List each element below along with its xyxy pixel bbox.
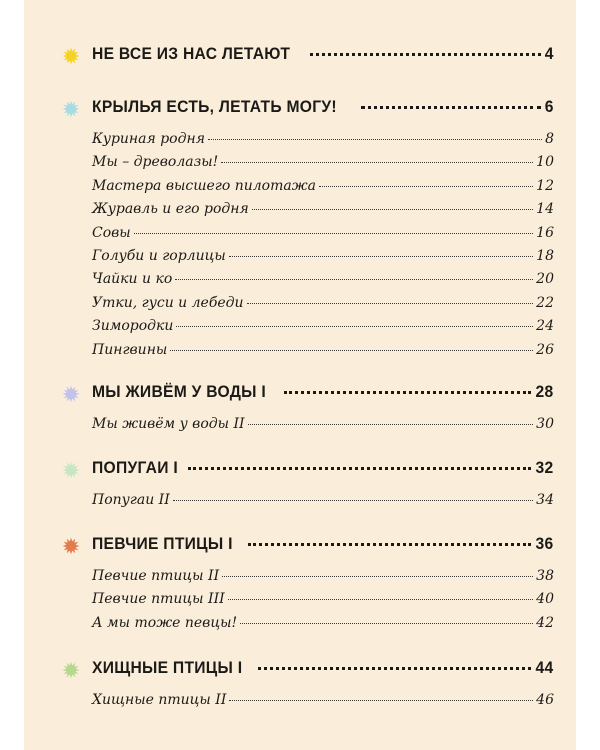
toc-section[interactable]: [92, 534, 554, 554]
toc-section[interactable]: [92, 382, 554, 402]
toc-item-title: Пингвины: [92, 341, 168, 358]
orange-star-icon: [62, 537, 80, 555]
toc-item-title: Попугаи II: [92, 492, 170, 508]
dot-leader: [170, 350, 533, 351]
toc-section-page-number: 36: [536, 534, 554, 553]
toc-item-title: Мы – древолазы!: [92, 154, 219, 171]
yellow-star-icon: [62, 47, 80, 65]
dot-leader: [319, 186, 533, 187]
toc-section-page-number: 44: [536, 658, 554, 677]
dot-leader: [252, 209, 533, 210]
toc-item-title: Голуби и горлицы: [92, 248, 226, 264]
dot-leader: [240, 623, 533, 624]
toc-item-title: Зимородки: [92, 318, 174, 335]
toc-item[interactable]: [92, 248, 554, 264]
toc-item[interactable]: [92, 416, 554, 432]
toc-section-title: НЕ ВСЕ ИЗ НАС ЛЕТАЮТ: [92, 44, 291, 63]
toc-item-title: Певчие птицы II: [92, 568, 220, 584]
toc-section[interactable]: [92, 44, 554, 64]
dot-leader: [248, 543, 532, 546]
toc-item-title: Чайки и ко: [92, 271, 173, 288]
toc-item-page-number: 30: [536, 416, 554, 432]
toc-section-title: КРЫЛЬЯ ЕСТЬ, ЛЕТАТЬ МОГУ!: [92, 97, 337, 116]
toc-item[interactable]: [92, 342, 554, 358]
toc-item-title: Мы живём у воды II: [92, 416, 245, 432]
book-page: [24, 0, 576, 750]
dot-leader: [228, 599, 534, 600]
toc-item[interactable]: [92, 271, 554, 287]
toc-item-page-number: 46: [536, 692, 554, 708]
toc-item-title: Совы: [92, 224, 131, 241]
dot-leader: [134, 233, 533, 234]
toc-item[interactable]: [92, 295, 554, 311]
dot-leader: [258, 667, 531, 670]
dot-leader: [175, 279, 533, 280]
toc-section[interactable]: [92, 658, 554, 678]
toc-section-page-number: 4: [545, 44, 554, 63]
mint-star-icon: [62, 461, 80, 479]
toc-item-title: Хищные птицы II: [92, 692, 227, 708]
dot-leader: [247, 303, 534, 304]
toc-item-title: Куриная родня: [92, 131, 205, 147]
toc-item[interactable]: [92, 615, 554, 631]
toc-item-title: Певчие птицы III: [92, 591, 225, 608]
toc-item-page-number: 26: [536, 341, 554, 358]
toc-item-page-number: 12: [536, 177, 554, 194]
dot-leader: [208, 139, 542, 140]
dot-leader: [361, 106, 541, 109]
toc-item-page-number: 20: [536, 271, 554, 288]
toc-item-title: Журавль и его родня: [92, 201, 249, 218]
toc-item[interactable]: [92, 154, 554, 170]
toc-item[interactable]: [92, 568, 554, 584]
toc-item-page-number: 18: [536, 248, 554, 264]
toc-item-title: А мы тоже певцы!: [92, 614, 238, 631]
dot-leader: [188, 467, 531, 470]
toc-section[interactable]: [92, 458, 554, 478]
toc-item[interactable]: [92, 591, 554, 607]
toc-item-title: Утки, гуси и лебеди: [92, 294, 244, 311]
toc-item-page-number: 34: [536, 492, 554, 508]
toc-item-page-number: 42: [536, 614, 554, 631]
toc-item-page-number: 8: [545, 131, 554, 147]
toc-section[interactable]: [92, 97, 554, 117]
dot-leader: [173, 500, 533, 501]
toc-item-page-number: 40: [536, 591, 554, 608]
toc-item-page-number: 22: [536, 294, 554, 311]
toc-item[interactable]: [92, 692, 554, 708]
toc-section-page-number: 28: [536, 382, 554, 401]
toc-section-title: ПОПУГАИ I: [92, 458, 178, 477]
toc-item-page-number: 38: [536, 568, 554, 584]
toc-item-page-number: 24: [536, 318, 554, 335]
toc-section-title: ХИЩНЫЕ ПТИЦЫ I: [92, 658, 243, 677]
toc-item-page-number: 14: [536, 201, 554, 218]
dot-leader: [284, 391, 531, 394]
toc-item[interactable]: [92, 131, 554, 147]
toc-item-title: Мастера высшего пилотажа: [92, 177, 316, 194]
toc-item[interactable]: [92, 492, 554, 508]
toc-item[interactable]: [92, 178, 554, 194]
toc-item[interactable]: [92, 225, 554, 241]
toc-section-page-number: 32: [536, 458, 554, 477]
toc-item[interactable]: [92, 318, 554, 334]
toc-section-title: МЫ ЖИВЁМ У ВОДЫ I: [92, 382, 266, 401]
dot-leader: [310, 53, 541, 56]
toc-item-page-number: 16: [536, 224, 554, 241]
dot-leader: [248, 424, 534, 425]
dot-leader: [229, 256, 533, 257]
toc-section-page-number: 6: [545, 97, 554, 116]
dot-leader: [221, 162, 533, 163]
green-star-icon: [62, 661, 80, 679]
lavender-star-icon: [62, 385, 80, 403]
toc-item[interactable]: [92, 201, 554, 217]
dot-leader: [229, 700, 533, 701]
dot-leader: [222, 576, 533, 577]
toc-section-title: ПЕВЧИЕ ПТИЦЫ I: [92, 534, 233, 553]
toc-item-page-number: 10: [536, 154, 554, 171]
light-blue-star-icon: [62, 100, 80, 118]
dot-leader: [176, 326, 533, 327]
